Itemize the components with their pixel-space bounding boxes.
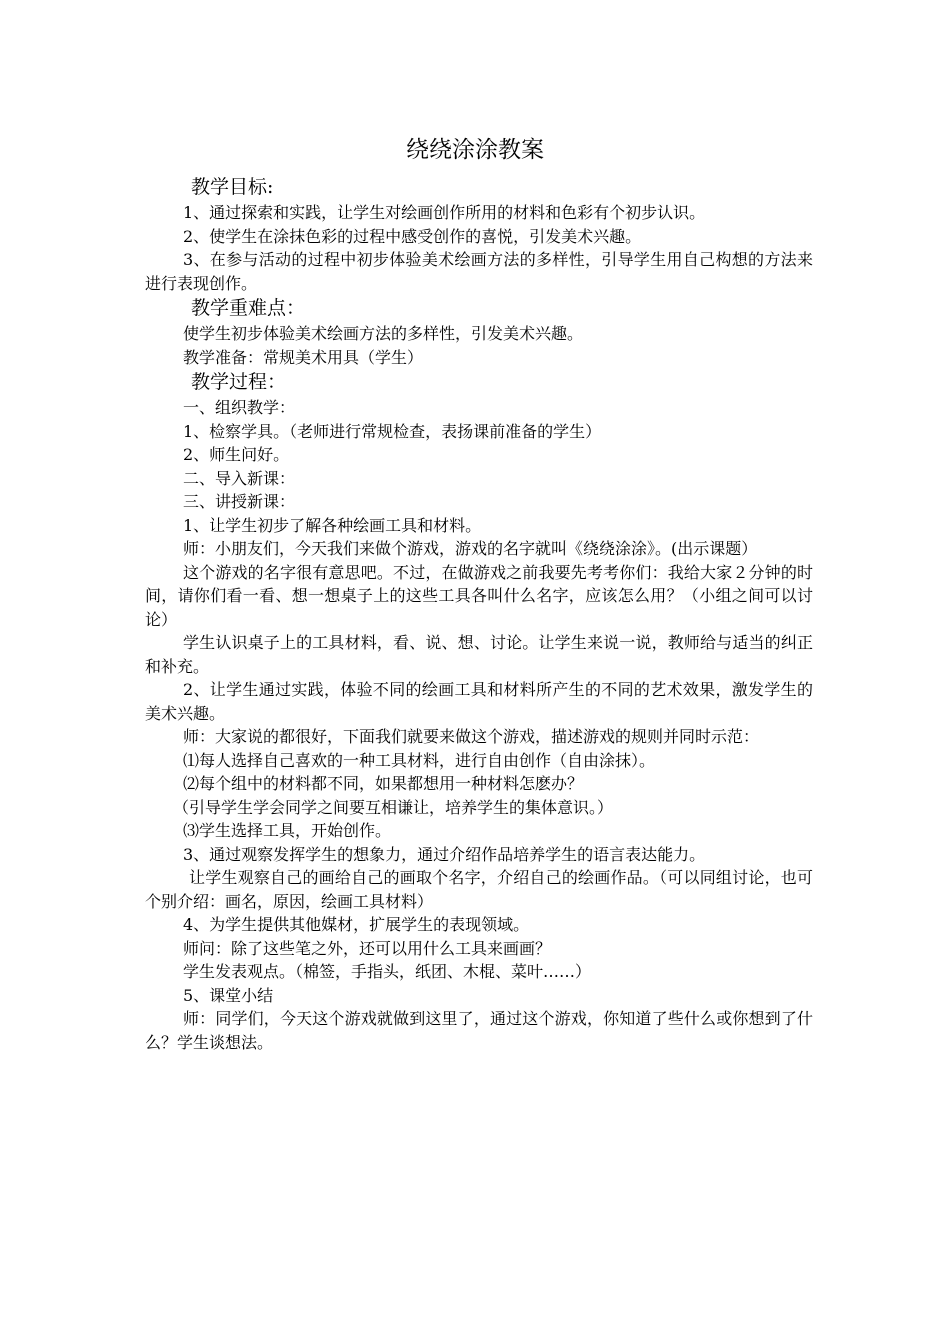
paragraph: 这个游戏的名字很有意思吧。不过，在做游戏之前我要先考考你们：我给大家２分钟的时间，请你们看一看、想一想桌子上的这些工具各叫什么名字，应该怎么用？（小组之间可以讨论） (145, 562, 813, 629)
paragraph: 5、课堂小结 (183, 985, 274, 1005)
paragraph: ⑴每人选择自己喜欢的一种工具材料，进行自由创作（自由涂抹）。 (183, 750, 656, 770)
paragraph: （引导学生学会同学之间要互相谦让，培养学生的集体意识。） (173, 797, 614, 817)
paragraph: 学生认识桌子上的工具材料，看、说、想、讨论。让学生来说一说，教师给与适当的纠正和补充。 (145, 633, 813, 676)
paragraph: 使学生初步体验美术绘画方法的多样性，引发美术兴趣。 (183, 324, 584, 343)
paragraph: 3、通过观察发挥学生的想象力，通过介绍作品培养学生的语言表达能力。 (183, 844, 706, 864)
paragraph: 1、通过探索和实践，让学生对绘画创作所用的材料和色彩有个初步认识。 (183, 203, 706, 222)
section-heading: 教学重难点： (191, 297, 306, 319)
paragraph: 2、让学生通过实践，体验不同的绘画工具和材料所产生的不同的艺术效果，激发学生的美术兴趣。 (145, 680, 813, 723)
paragraph: 3、在参与活动的过程中初步体验美术绘画方法的多样性，引导学生用自己构想的方法来进行表现创作。 (145, 250, 813, 293)
paragraph: 师：小朋友们，今天我们来做个游戏，游戏的名字就叫《绕绕涂涂》。(出示课题） (183, 539, 758, 558)
paragraph: 2、使学生在涂抹色彩的过程中感受创作的喜悦，引发美术兴趣。 (183, 226, 642, 246)
paragraph: 二、导入新课： (183, 468, 296, 488)
paragraph: 师：同学们，今天这个游戏就做到这里了，通过这个游戏，你知道了些什么或你想到了什么？学生谈想法。 (145, 1009, 813, 1052)
document-body (145, 174, 813, 1054)
paragraph: 1、检察学具。（老师进行常规检查，表扬课前准备的学生） (183, 421, 602, 441)
section-heading: 教学过程： (191, 371, 287, 393)
paragraph: 让学生观察自己的画给自己的画取个名字，介绍自己的绘画作品。（可以同组讨论，也可个别介绍：画名，原因，绘画工具材料） (145, 868, 813, 911)
document-title: 绕绕涂涂教案 (406, 137, 544, 163)
paragraph: 三、讲授新课： (183, 492, 296, 511)
section-heading: 教学目标: (191, 176, 274, 198)
paragraph: ⑶学生选择工具，开始创作。 (183, 821, 392, 840)
paragraph: 1、让学生初步了解各种绘画工具和材料。 (183, 515, 482, 535)
paragraph: ⑵每个组中的材料都不同，如果都想用一种材料怎麽办？ (183, 774, 584, 793)
paragraph: 4、为学生提供其他媒材，扩展学生的表现领域。 (183, 915, 530, 934)
paragraph: 学生发表观点。（棉签，手指头，纸团、木棍、菜叶……） (183, 962, 592, 981)
paragraph: 师：大家说的都很好，下面我们就要来做这个游戏，描述游戏的规则并同时示范： (183, 727, 760, 746)
paragraph: 教学准备：常规美术用具（学生） (183, 347, 424, 367)
paragraph: 一、组织教学： (183, 398, 296, 417)
paragraph: 师问：除了这些笔之外，还可以用什么工具来画画？ (183, 938, 552, 958)
paragraph: 2、师生问好。 (183, 445, 290, 464)
